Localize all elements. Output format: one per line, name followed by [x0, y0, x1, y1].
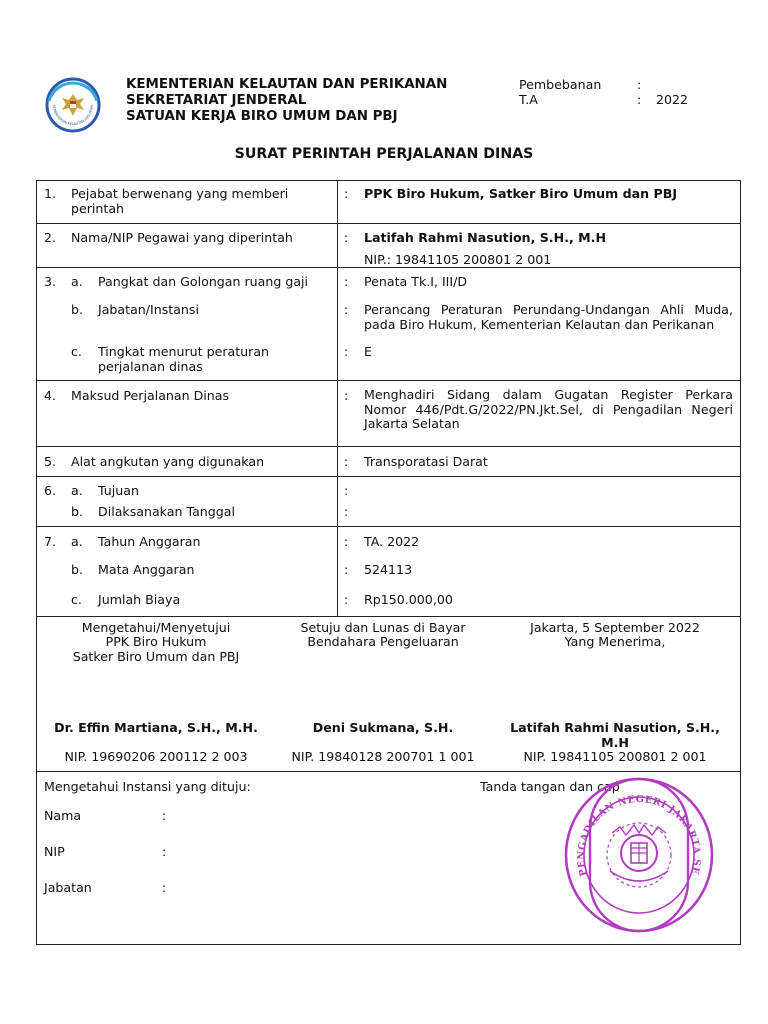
employee-name: Latifah Rahmi Nasution, S.H., M.H: [364, 230, 606, 245]
row-number: 4.: [44, 388, 57, 403]
row-colon: :: [344, 274, 349, 289]
row-letter: a.: [71, 483, 83, 498]
row-number: 3.: [44, 274, 57, 289]
row-label: Pejabat berwenang yang memberi perintah: [71, 186, 289, 216]
row-letter: a.: [71, 534, 83, 549]
row-label: Maksud Perjalanan Dinas: [71, 388, 230, 403]
sig-middle-line2: Bendahara Pengeluaran: [307, 634, 459, 649]
row-colon: :: [344, 302, 349, 317]
row-label: Alat angkutan yang digunakan: [71, 454, 265, 469]
row-value: Transporatasi Darat: [364, 454, 488, 469]
sig-left-name: Dr. Effin Martiana, S.H., M.H.: [54, 720, 258, 735]
mengetahui-instansi: Mengetahui Instansi yang dituju:: [44, 779, 251, 794]
row-colon: :: [344, 454, 349, 469]
row-value: 524113: [364, 562, 413, 577]
row-value: E: [364, 344, 372, 359]
sig-left-nip: NIP. 19690206 200112 2 003: [64, 749, 248, 764]
sig-right-nip: NIP. 19841105 200801 2 001: [523, 749, 707, 764]
svg-text:KEMENTERIAN KELAUTAN DAN PERIK: KEMENTERIAN KELAUTAN DAN PERIK: [51, 104, 95, 127]
sig-middle-line1: Setuju dan Lunas di Bayar: [300, 620, 466, 635]
ministry-logo: [44, 76, 102, 134]
row-colon: :: [344, 504, 349, 519]
row-number: 7.: [44, 534, 57, 549]
sig-left-line2: PPK Biro Hukum: [105, 634, 207, 649]
header-secretariat: SEKRETARIAT JENDERAL: [126, 93, 307, 108]
row-letter: c.: [71, 344, 82, 359]
sig-right-name: Latifah Rahmi Nasution, S.H., M.H: [510, 720, 720, 750]
row-letter: b.: [71, 302, 83, 317]
row-label: Jabatan/Instansi: [98, 302, 199, 317]
row-colon: :: [344, 344, 349, 359]
employee-nip: NIP.: 19841105 200801 2 001: [364, 252, 552, 267]
jabatan-label: Jabatan: [44, 880, 92, 895]
ta-colon: :: [637, 92, 642, 107]
row-value: TA. 2022: [364, 534, 420, 549]
sig-middle-name: Deni Sukmana, S.H.: [312, 720, 454, 735]
row-label: Nama/NIP Pegawai yang diperintah: [71, 230, 293, 245]
pembebanan-colon: :: [637, 77, 642, 92]
sig-middle-nip: NIP. 19840128 200701 1 001: [291, 749, 475, 764]
row-colon: :: [344, 592, 349, 607]
ministry-emblem-icon: [44, 76, 102, 134]
row-label: Tahun Anggaran: [98, 534, 201, 549]
svg-text:PENGADILAN NEGERI JAKARTA SELA: PENGADILAN NEGERI JAKARTA SE: [575, 794, 703, 878]
row-value: Penata Tk.I, III/D: [364, 274, 468, 289]
sig-left-line1: Mengetahui/Menyetujui: [81, 620, 231, 635]
sig-left-line3: Satker Biro Umum dan PBJ: [72, 649, 240, 664]
row-number: 6.: [44, 483, 57, 498]
ta-value: 2022: [656, 92, 689, 107]
row-value: PPK Biro Hukum, Satker Biro Umum dan PBJ: [364, 186, 678, 201]
header-unit: SATUAN KERJA BIRO UMUM DAN PBJ: [126, 109, 398, 124]
row-label: Tingkat menurut peraturan perjalanan dinas: [98, 344, 270, 374]
nip-colon: :: [162, 844, 167, 859]
row-number: 1.: [44, 186, 57, 201]
nama-label: Nama: [44, 808, 82, 823]
pembebanan-label: Pembebanan: [519, 77, 602, 92]
row-value: Menghadiri Sidang dalam Gugatan Register Perkara Nomor 446/Pdt.G/2022/PN.Jkt.Sel, di Pengadilan Negeri Jakarta Selatan: [364, 387, 733, 431]
row-label: Tujuan: [98, 483, 139, 498]
row-value: Rp150.000,00: [364, 592, 453, 607]
sig-right-line1: Jakarta, 5 September 2022: [530, 620, 700, 635]
row-number: 5.: [44, 454, 57, 469]
row-colon: :: [344, 230, 349, 245]
row-label: Pangkat dan Golongan ruang gaji: [98, 274, 309, 289]
court-stamp: [560, 775, 718, 935]
row-letter: b.: [71, 562, 83, 577]
row-letter: a.: [71, 274, 83, 289]
nip-label: NIP: [44, 844, 65, 859]
row-value: Perancang Peraturan Perundang-Undangan Ahli Muda, pada Biro Hukum, Kementerian Kelautan dan Perikanan: [364, 302, 733, 332]
row-colon: :: [344, 562, 349, 577]
jabatan-colon: :: [162, 880, 167, 895]
ta-label: T.A: [519, 92, 538, 107]
document-title: SURAT PERINTAH PERJALANAN DINAS: [234, 146, 534, 162]
row-colon: :: [344, 388, 349, 403]
row-colon: :: [344, 186, 349, 201]
row-label: Mata Anggaran: [98, 562, 195, 577]
row-colon: :: [344, 534, 349, 549]
row-letter: b.: [71, 504, 83, 519]
row-number: 2.: [44, 230, 57, 245]
row-label: Jumlah Biaya: [98, 592, 181, 607]
header-ministry: KEMENTERIAN KELAUTAN DAN PERIKANAN: [126, 77, 448, 92]
row-colon: :: [344, 483, 349, 498]
sig-right-line2: Yang Menerima,: [564, 634, 666, 649]
row-letter: c.: [71, 592, 82, 607]
court-seal-icon: [560, 775, 718, 935]
nama-colon: :: [162, 808, 167, 823]
row-label: Dilaksanakan Tanggal: [98, 504, 235, 519]
tanda-tangan-label: Tanda tangan dan cap: [480, 779, 620, 794]
